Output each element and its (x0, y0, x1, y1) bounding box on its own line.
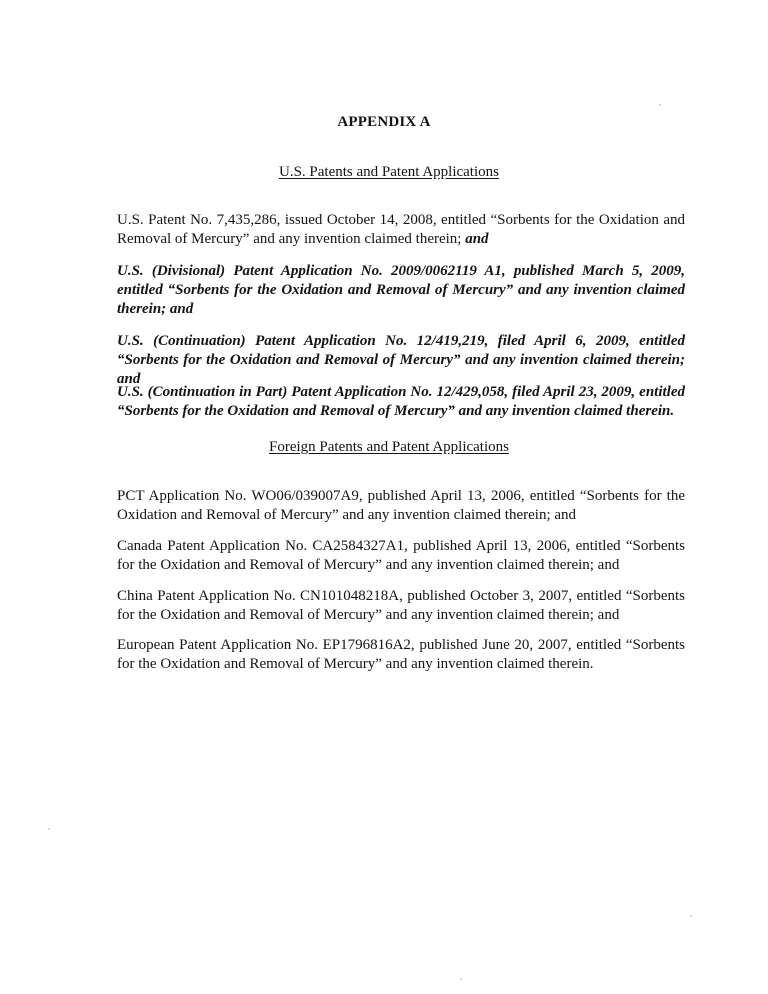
us-patent-item-3: U.S. (Continuation) Patent Application No. 12/419,219, filed April 6, 2009, entitled “Sorbents for the Oxidation and Removal of Mercury” and any invention claimed therein; and (117, 333, 685, 387)
page-title: APPENDIX A (337, 114, 431, 130)
us-patent-item-2: U.S. (Divisional) Patent Application No. 2009/0062119 A1, published March 5, 2009, entitled “Sorbents for the Oxidation and Removal of Mercury” and any invention claimed therein; and (117, 263, 685, 317)
scan-speck (690, 915, 692, 917)
scan-speck (460, 978, 462, 980)
item-text: U.S. Patent No. 7,435,286, issued October 14, 2008, entitled “Sorbents for the Oxidation and Removal of Mercury” and any invention claimed therein; (117, 212, 685, 247)
foreign-patent-item-2: Canada Patent Application No. CA2584327A1, published April 13, 2006, entitled “Sorbents for the Oxidation and Removal of Mercury” and any invention claimed therein; and (117, 538, 685, 573)
item-conjunction: and (461, 231, 489, 247)
us-patent-item-1 (117, 211, 685, 249)
section-heading-foreign: Foreign Patents and Patent Applications (269, 439, 509, 455)
foreign-patent-item-4: European Patent Application No. EP1796816A2, published June 20, 2007, entitled “Sorbents for the Oxidation and Removal of Mercury” and any invention claimed therein. (117, 637, 685, 672)
section-heading-us: U.S. Patents and Patent Applications (279, 164, 499, 180)
foreign-patent-item-3: China Patent Application No. CN101048218A, published October 3, 2007, entitled “Sorbents for the Oxidation and Removal of Mercury” and any invention claimed therein; and (117, 588, 685, 623)
foreign-patent-item-1: PCT Application No. WO06/039007A9, published April 13, 2006, entitled “Sorbents for the Oxidation and Removal of Mercury” and any invention claimed therein; and (117, 488, 685, 523)
us-patent-item-4: U.S. (Continuation in Part) Patent Application No. 12/429,058, filed April 23, 2009, entitled “Sorbents for the Oxidation and Removal of Mercury” and any invention claimed therein. (117, 384, 685, 419)
scan-speck (48, 828, 50, 830)
scan-speck (659, 104, 661, 106)
